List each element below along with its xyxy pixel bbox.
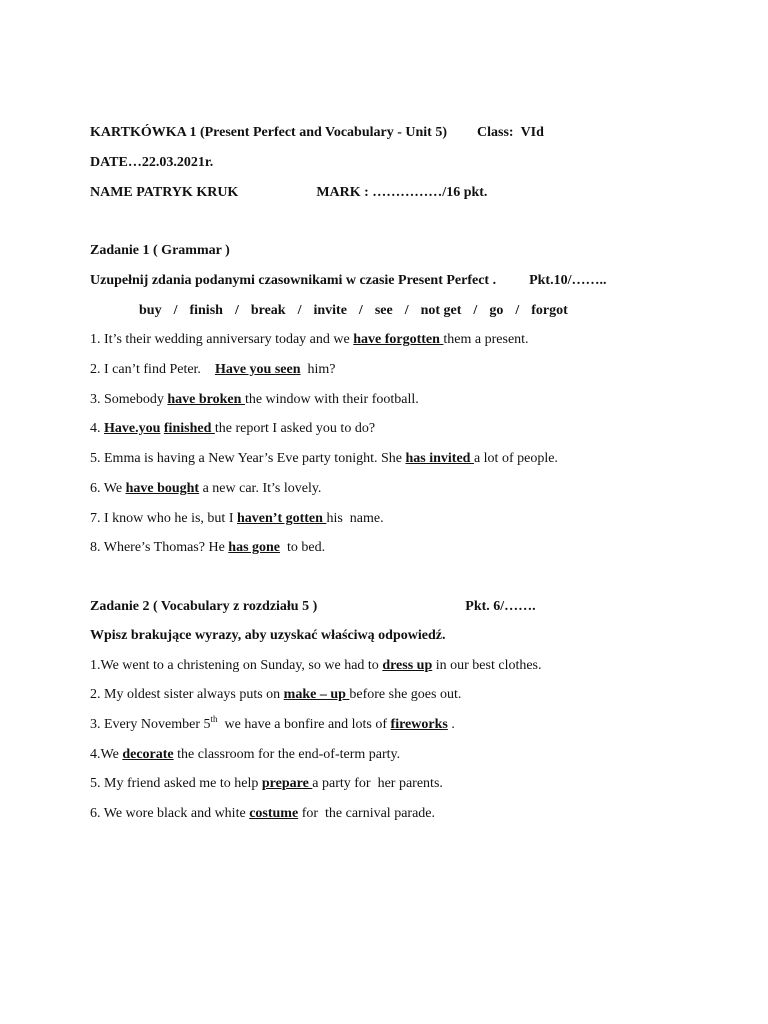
verb-separator: /	[473, 303, 478, 318]
student-name: NAME PATRYK KRUK	[90, 185, 239, 200]
task2-sentence	[90, 775, 443, 793]
answer-text: have forgotten	[353, 332, 444, 347]
sentence-text: the window with their football.	[244, 392, 419, 407]
task2-sentence	[90, 805, 435, 823]
answer-text: has gone	[228, 540, 281, 555]
worksheet-title: KARTKÓWKA 1 (Present Perfect and Vocabulary - Unit 5)	[90, 125, 447, 140]
sentence-text: 3. Somebody	[90, 392, 168, 407]
sentence-text: 8. Where’s Thomas? He	[90, 540, 229, 555]
sentence-text: 5. My friend asked me to help	[90, 776, 262, 791]
verb-item: go	[489, 303, 504, 318]
task2-heading-line	[90, 598, 536, 616]
class-label: Class:	[477, 125, 514, 140]
sentence-text: 6. We wore black and white	[90, 806, 250, 821]
answer-text: Have you seen	[214, 362, 301, 377]
sentence-text: him?	[300, 362, 336, 377]
sentence-text: 5. Emma is having a New Year’s Eve party tonight. She	[90, 451, 406, 466]
verb-item: buy	[139, 303, 162, 318]
task1-sentence	[90, 510, 384, 528]
sentence-text: 3. Every November 5	[90, 717, 211, 732]
sentence-text: a lot of people.	[473, 451, 558, 466]
verb-item: invite	[313, 303, 347, 318]
task2-sentence	[90, 716, 455, 734]
sentence-text: to bed.	[280, 540, 326, 555]
sentence-text: 1. It’s their wedding anniversary today and we	[90, 332, 354, 347]
verb-item: forgot	[531, 303, 568, 318]
class-value: VId	[520, 125, 544, 140]
sentence-text: the classroom for the end-of-term party.	[173, 747, 401, 762]
sentence-text: .	[447, 717, 455, 732]
verb-item: not get	[420, 303, 462, 318]
task2-instruction: Wpisz brakujące wyrazy, aby uzyskać właściwą odpowiedź.	[90, 628, 446, 643]
task1-sentence	[90, 539, 325, 557]
verb-item: finish	[189, 303, 223, 318]
task1-sentence	[90, 391, 419, 409]
answer-text: make – up	[283, 687, 350, 702]
answer-text: prepare	[261, 776, 313, 791]
sentence-text: we have a bonfire and lots of	[217, 717, 391, 732]
sentence-text: his name.	[326, 511, 384, 526]
verb-list	[139, 302, 568, 320]
sentence-text: 6. We	[90, 481, 126, 496]
mark-field: MARK : ……………/16 pkt.	[316, 185, 488, 200]
date-line: DATE…22.03.2021r.	[90, 155, 214, 170]
verb-separator: /	[404, 303, 409, 318]
verb-item: break	[250, 303, 286, 318]
sentence-text: in our best clothes.	[432, 658, 542, 673]
worksheet-title-line	[90, 124, 544, 142]
answer-text: costume	[249, 806, 299, 821]
sentence-text: a party for her parents.	[312, 776, 443, 791]
task1-points: Pkt.10/……..	[529, 273, 607, 288]
task2-sentence	[90, 686, 461, 704]
verb-separator: /	[358, 303, 363, 318]
task1-sentence	[90, 450, 558, 468]
answer-text: has invited	[405, 451, 474, 466]
task1-sentence	[90, 480, 321, 498]
task1-sentence	[90, 361, 336, 379]
task1-instruction: Uzupełnij zdania podanymi czasownikami w czasie Present Perfect .	[90, 273, 497, 288]
sentence-text: them a present.	[443, 332, 529, 347]
verb-separator: /	[173, 303, 178, 318]
answer-text: fireworks	[390, 717, 448, 732]
answer-text: dress up	[382, 658, 433, 673]
ordinal-suffix: th	[210, 714, 218, 724]
task1-heading: Zadanie 1 ( Grammar )	[90, 243, 230, 258]
sentence-text: before she goes out.	[349, 687, 462, 702]
sentence-text: the report I asked you to do?	[214, 421, 376, 436]
verb-separator: /	[515, 303, 520, 318]
sentence-text: 4.We	[90, 747, 123, 762]
sentence-text: a new car. It’s lovely.	[199, 481, 322, 496]
task1-instruction-line	[90, 272, 606, 290]
task1-sentence	[90, 331, 529, 349]
task2-points: Pkt. 6/…….	[465, 599, 536, 614]
answer-text: finished	[163, 421, 215, 436]
sentence-text: 1.We went to a christening on Sunday, so we had to	[90, 658, 383, 673]
sentence-text: 2. I can’t find Peter.	[90, 362, 215, 377]
answer-text: have broken	[167, 392, 245, 407]
verb-separator: /	[297, 303, 302, 318]
answer-text: haven’t gotten	[237, 511, 327, 526]
sentence-text: 7. I know who he is, but I	[90, 511, 237, 526]
task1-sentence	[90, 420, 375, 438]
task2-heading: Zadanie 2 ( Vocabulary z rozdziału 5 )	[90, 599, 318, 614]
task2-sentence	[90, 657, 542, 675]
answer-text: Have.you	[104, 421, 161, 436]
sentence-text: 2. My oldest sister always puts on	[90, 687, 284, 702]
answer-text: decorate	[122, 747, 174, 762]
verb-separator: /	[234, 303, 239, 318]
answer-text: have bought	[125, 481, 200, 496]
task2-sentence	[90, 746, 400, 764]
verb-item: see	[374, 303, 393, 318]
sentence-text: for the carnival parade.	[298, 806, 436, 821]
sentence-text: 4.	[90, 421, 104, 436]
name-mark-line	[90, 184, 487, 202]
